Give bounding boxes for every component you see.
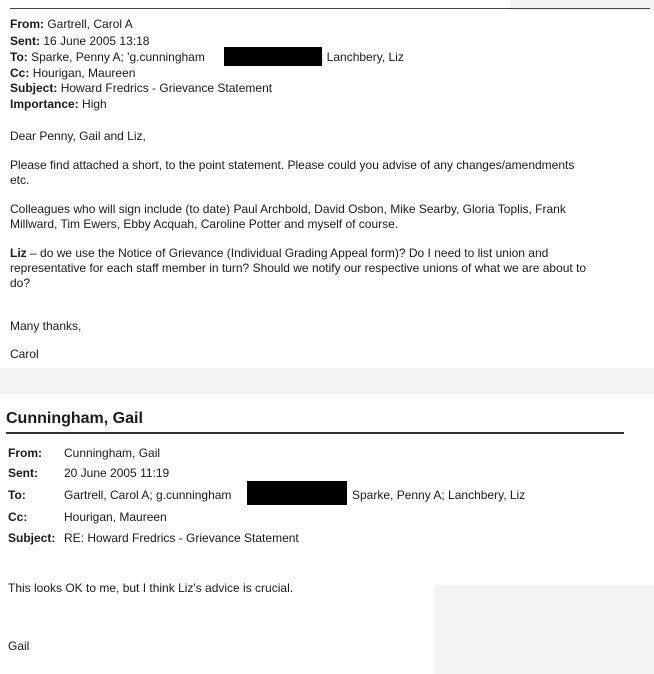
email1-redaction — [224, 47, 322, 66]
email1-to-after: ; Lanchbery, Liz — [320, 50, 404, 64]
email1-to-line — [10, 50, 205, 65]
email2-subject-value: RE: Howard Fredrics - Grievance Statement — [64, 531, 299, 545]
email1-from-line — [10, 17, 133, 32]
email1-p3-line3: do? — [10, 276, 31, 290]
email2-to-before: Gartrell, Carol A; g.cunningham — [64, 488, 232, 502]
email1-cc-line — [10, 66, 135, 81]
email2-cc-label: Cc: — [8, 510, 28, 524]
email2-cc-value: Hourigan, Maureen — [64, 510, 167, 524]
email1-p1-line2: etc. — [10, 173, 30, 187]
email2-signature: Gail — [8, 639, 30, 653]
email2-to-label: To: — [8, 488, 26, 502]
email1-top-rule — [10, 8, 650, 9]
email1-cc-label: Cc: — [10, 66, 30, 80]
email2-sent-value: 20 June 2005 11:19 — [64, 466, 170, 480]
email1-sent-value: 16 June 2005 13:18 — [43, 34, 150, 48]
email2-body: This looks OK to me, but I think Liz's advice is crucial. — [8, 581, 294, 595]
email1-sent-line — [10, 34, 149, 49]
email1-subject-label: Subject: — [10, 81, 58, 95]
email1-cc-value: Hourigan, Maureen — [32, 66, 136, 80]
email2-to-after: Sparke, Penny A; Lanchbery, Liz — [352, 488, 526, 502]
email1-signature: Carol — [10, 347, 39, 361]
email1-from-label: From: — [10, 17, 44, 31]
email1-p3-name: Liz — [10, 246, 27, 260]
email2-redaction — [247, 481, 347, 505]
email1-closing: Many thanks, — [10, 319, 82, 333]
email2-from-label: From: — [8, 446, 42, 460]
email1-importance-label: Importance: — [10, 97, 79, 111]
email1-p3-line2: representative for each staff member in turn? Should we notify our respective unions of what we are about to — [10, 261, 587, 275]
email1-to-before: Sparke, Penny A; 'g.cunningham — [31, 50, 205, 64]
email1-from-value: Gartrell, Carol A — [47, 17, 133, 31]
scan-shade-band — [0, 368, 654, 394]
email1-importance-line — [10, 97, 107, 112]
email1-subject-value: Howard Fredrics - Grievance Statement — [60, 81, 273, 95]
email1-greeting: Dear Penny, Gail and Liz, — [10, 129, 146, 143]
email1-subject-line — [10, 81, 272, 96]
email2-sent-label: Sent: — [8, 466, 38, 480]
email2-heading-rule — [6, 432, 624, 434]
email2-subject-label: Subject: — [8, 531, 56, 545]
email2-sender-heading: Cunningham, Gail — [6, 410, 143, 427]
email1-sent-label: Sent: — [10, 34, 40, 48]
email1-to-label: To: — [10, 50, 28, 64]
email1-p3-text: – do we use the Notice of Grievance (Individual Grading Appeal form)? Do I need to list union and — [26, 246, 549, 260]
email2-from-value: Cunningham, Gail — [64, 446, 161, 460]
email1-p2-line2: Millward, Tim Ewers, Ebby Acquah, Caroline Potter and myself of course. — [10, 217, 399, 231]
email1-p3-line1 — [10, 246, 548, 261]
email1-p1-line1: Please find attached a short, to the point statement. Please could you advise of any changes/amendments — [10, 158, 575, 172]
scan-shade-bottom-right — [434, 585, 654, 674]
email1-p2-line1: Colleagues who will sign include (to date) Paul Archbold, David Osbon, Mike Searby, Gloria Toplis, Frank — [10, 202, 566, 216]
email1-importance-value: High — [82, 97, 107, 111]
